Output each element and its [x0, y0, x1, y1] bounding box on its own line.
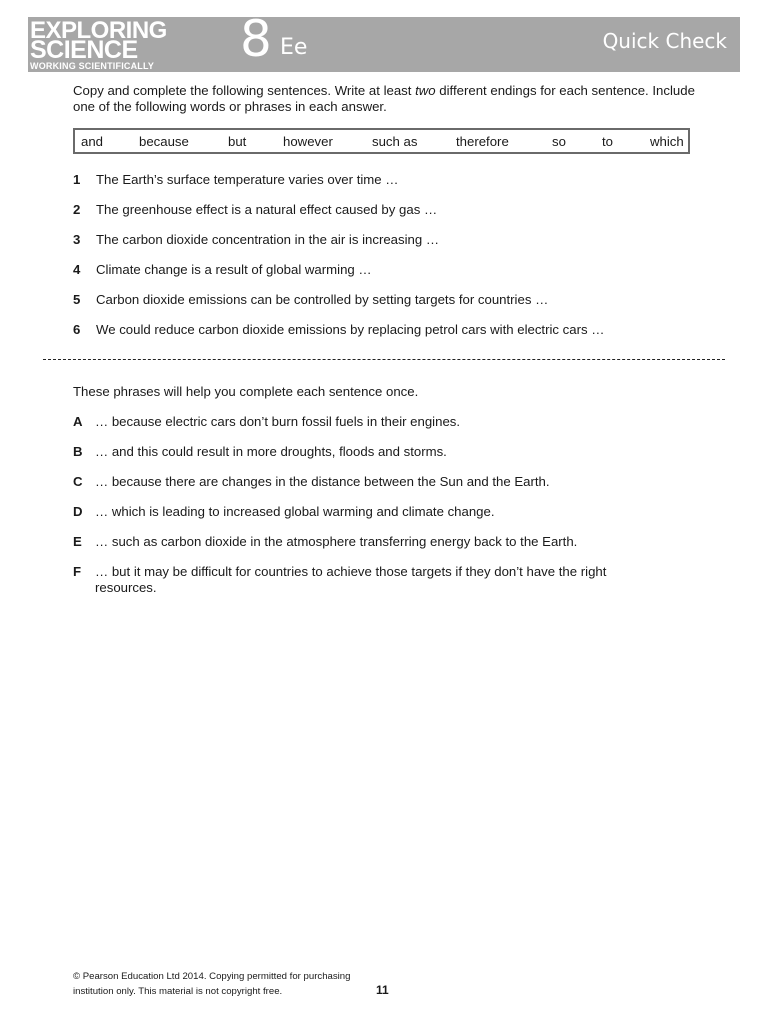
phrases-intro: These phrases will help you complete each sentence once. [73, 384, 419, 399]
word-bank-item: which [650, 134, 684, 149]
word-bank-item: so [552, 134, 566, 149]
phrase-letter: C [73, 474, 83, 489]
question-text: Carbon dioxide emissions can be controlled by setting targets for countries … [96, 292, 549, 307]
unit-code: Ee [280, 35, 308, 60]
logo-line-science: SCIENCE [30, 36, 138, 64]
word-bank-item: however [283, 134, 333, 149]
phrase-text: … because there are changes in the distance between the Sun and the Earth. [95, 474, 550, 489]
question-text: The carbon dioxide concentration in the air is increasing … [96, 232, 440, 247]
question-number: 5 [73, 292, 81, 307]
phrase-letter: A [73, 414, 83, 429]
copyright-notice: © Pearson Education Ltd 2014. Copying permitted for purchasing institution only. This material is not copyright free. [73, 971, 351, 997]
page-number: 11 [376, 983, 389, 997]
phrase-text: … such as carbon dioxide in the atmosphere transferring energy back to the Earth. [95, 534, 578, 549]
phrase-text: … which is leading to increased global warming and climate change. [95, 504, 495, 519]
word-bank-item: such as [372, 134, 418, 149]
question-text: We could reduce carbon dioxide emissions by replacing petrol cars with electric cars … [96, 322, 605, 337]
question-number: 2 [73, 202, 81, 217]
unit-number: 8 [240, 10, 272, 68]
page-title: Quick Check [602, 29, 727, 53]
question-number: 6 [73, 322, 81, 337]
phrase-text: … but it may be difficult for countries to achieve those targets if they don’t have the right resources. [95, 564, 607, 595]
phrase-letter: B [73, 444, 83, 459]
logo-line-working-scientifically: WORKING SCIENTIFICALLY [30, 61, 155, 71]
phrase-letter: F [73, 564, 82, 579]
instructions-before: Copy and complete the following sentences. Write at least [73, 83, 416, 98]
word-bank-item: therefore [456, 134, 509, 149]
phrase-letter: E [73, 534, 82, 549]
cut-line-divider [43, 359, 725, 360]
word-bank-item: and [81, 134, 104, 149]
question-number: 1 [73, 172, 81, 187]
question-text: Climate change is a result of global warming … [96, 262, 372, 277]
instructions-after: different endings for each sentence. Include one of the following words or phrases in each answer. [73, 83, 695, 114]
exploring-science-logo [30, 18, 220, 71]
phrase-text: … because electric cars don’t burn fossil fuels in their engines. [95, 414, 461, 429]
word-bank-item: because [139, 134, 189, 149]
word-bank-item: to [602, 134, 613, 149]
header-banner [28, 10, 740, 72]
instructions [73, 83, 713, 115]
question-number: 4 [73, 262, 81, 277]
question-text: The Earth’s surface temperature varies over time … [96, 172, 399, 187]
word-bank-item: but [228, 134, 247, 149]
logo-line-exploring: EXPLORING [30, 17, 167, 44]
question-number: 3 [73, 232, 81, 247]
phrase-text: … and this could result in more droughts, floods and storms. [95, 444, 447, 459]
instructions-emphasis: two [415, 83, 436, 98]
phrase-letter: D [73, 504, 83, 519]
word-bank-box [73, 128, 690, 154]
question-text: The greenhouse effect is a natural effect caused by gas … [96, 202, 438, 217]
